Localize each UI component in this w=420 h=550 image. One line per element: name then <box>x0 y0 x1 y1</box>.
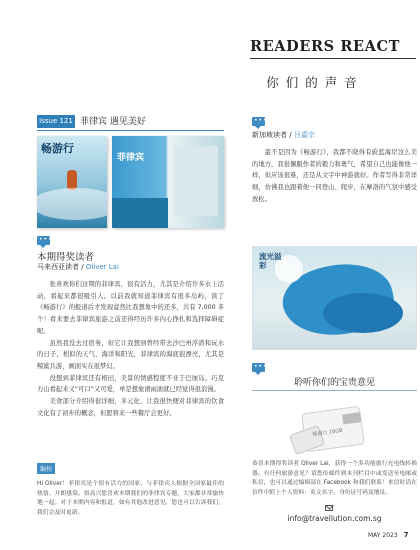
sculpture-image <box>252 246 417 350</box>
chat-icon: ••• <box>254 117 268 124</box>
right-byline-name: 吕嘉宗 <box>293 131 315 139</box>
magazine-cover-image <box>37 136 107 228</box>
editor-note-badge: 编按 <box>37 463 55 474</box>
editor-note <box>37 456 224 518</box>
left-byline-prefix: 马来西亚读者 / <box>37 263 84 271</box>
page-footer <box>368 531 408 539</box>
sculpture-shape <box>323 293 403 333</box>
usb-adapter-image <box>282 400 384 455</box>
right-byline-prefix: 新加坡读者 / <box>252 131 292 139</box>
spread-right-page <box>174 146 218 216</box>
page-subtitle: 你们的声音 <box>266 75 364 90</box>
contact-email[interactable]: info@travellution.com.sg <box>287 514 382 523</box>
left-paragraph: 没想到菲律宾还有榕田，美景的情感程度不亚于巴厘岛。巧克力山看起来又“可口”又可爱，单是想象滑雨滚就已经觉得很浪漫。 <box>37 374 224 394</box>
feedback-body: 恭喜本期得奖读者 Oliver Lai，获得一个多功能旅行充电线转换器。有任何旅游意见？请您传邮件到本刊栏目中或发送至电邮或私信，也可以通过编辑部在 Facebook 和我们联系！来信时请在信件中附上个人资料：英文名字、身份证号码及地址。 <box>252 461 417 496</box>
page-title: READERS REACT <box>250 38 401 55</box>
header-divider <box>250 58 416 59</box>
issue-title: 菲律宾 遇见美好 <box>80 117 146 127</box>
page-number: 7 <box>403 531 409 539</box>
left-byline-name: Oliver Lai <box>85 263 119 271</box>
right-letter-body <box>252 147 417 206</box>
left-letter-body <box>37 279 224 419</box>
feedback-divider <box>252 390 417 391</box>
spread-sea <box>112 198 168 228</box>
right-byline <box>252 130 315 140</box>
left-paragraph: 虽然我没去过宿务，但它让我想到曾经带去沙巴州浮潜和玩水的日子，相似的天气、海洋和阳光，菲律宾的海底很漂亮，尤其是鲸鲨共游，画面实在很梦幻。 <box>37 339 224 370</box>
spread-title: 菲律宾 <box>117 153 145 163</box>
cover-figure <box>67 170 77 190</box>
footer-issue-date: MAY 2023 <box>368 532 398 539</box>
cover-logo: 畅游行 <box>41 142 74 155</box>
editor-note-body: Hi Oliver！菲律宾是个很有活力的国家，与菲律宾人根据全国家最佳的热情、开朗感染。很高兴您喜欢本期我们的菲律宾专题，大家都非常愉快地一起。对于本期内容和报道，如有其他改进意见，您也可以告诉我们，我们会及时更新。 <box>37 481 224 516</box>
sculpture-caption: 流光溢彩 <box>259 252 282 270</box>
chat-icon: ••• <box>254 363 268 370</box>
usb-label: 畅游行 16GB <box>312 427 344 438</box>
winner-heading: 本期得奖读者 <box>37 252 95 263</box>
left-paragraph: 美食部分介绍得很详细，多元化，让我很快便对菲律宾的饮食文化有了初步的概念，但愿将来一些餐厅会更好。 <box>37 398 224 417</box>
mail-icon <box>325 505 333 511</box>
left-paragraph: 张喜欢你们这期的菲律宾，很有活力，尤其是介绍许多水上活动，看起来都很吸引人。以前我就知道菲律宾有很多岛屿，读了《畅游行》的报道后才发现竟然比我想象中的还多，共有 7,000 多个！看来要去菲律宾旅游之前还得经历许多内心挣扎和选择障碍症呢。 <box>37 281 224 335</box>
issue-badge: Issue 121 <box>37 115 75 128</box>
cover-wave <box>37 188 107 220</box>
feedback-title: 聆听你们的宝贵意见 <box>293 378 375 388</box>
left-byline <box>37 262 119 272</box>
right-paragraph: 蛮不是因为《畅游行》，我都不晓得有蔚蓝海岸这么美的地方，我很佩服作者的毅力和勇气，希望自己也能像他一样，但应该很难，还是从文字中神游就好。作者写得非常详细，仿佛我也跟着他一同登山、爬步，在摩洛的气氛中感受放松。 <box>252 149 417 203</box>
magazine-spread-image <box>112 136 224 228</box>
issue-divider <box>37 130 224 131</box>
chat-icon: ••• <box>39 236 53 243</box>
